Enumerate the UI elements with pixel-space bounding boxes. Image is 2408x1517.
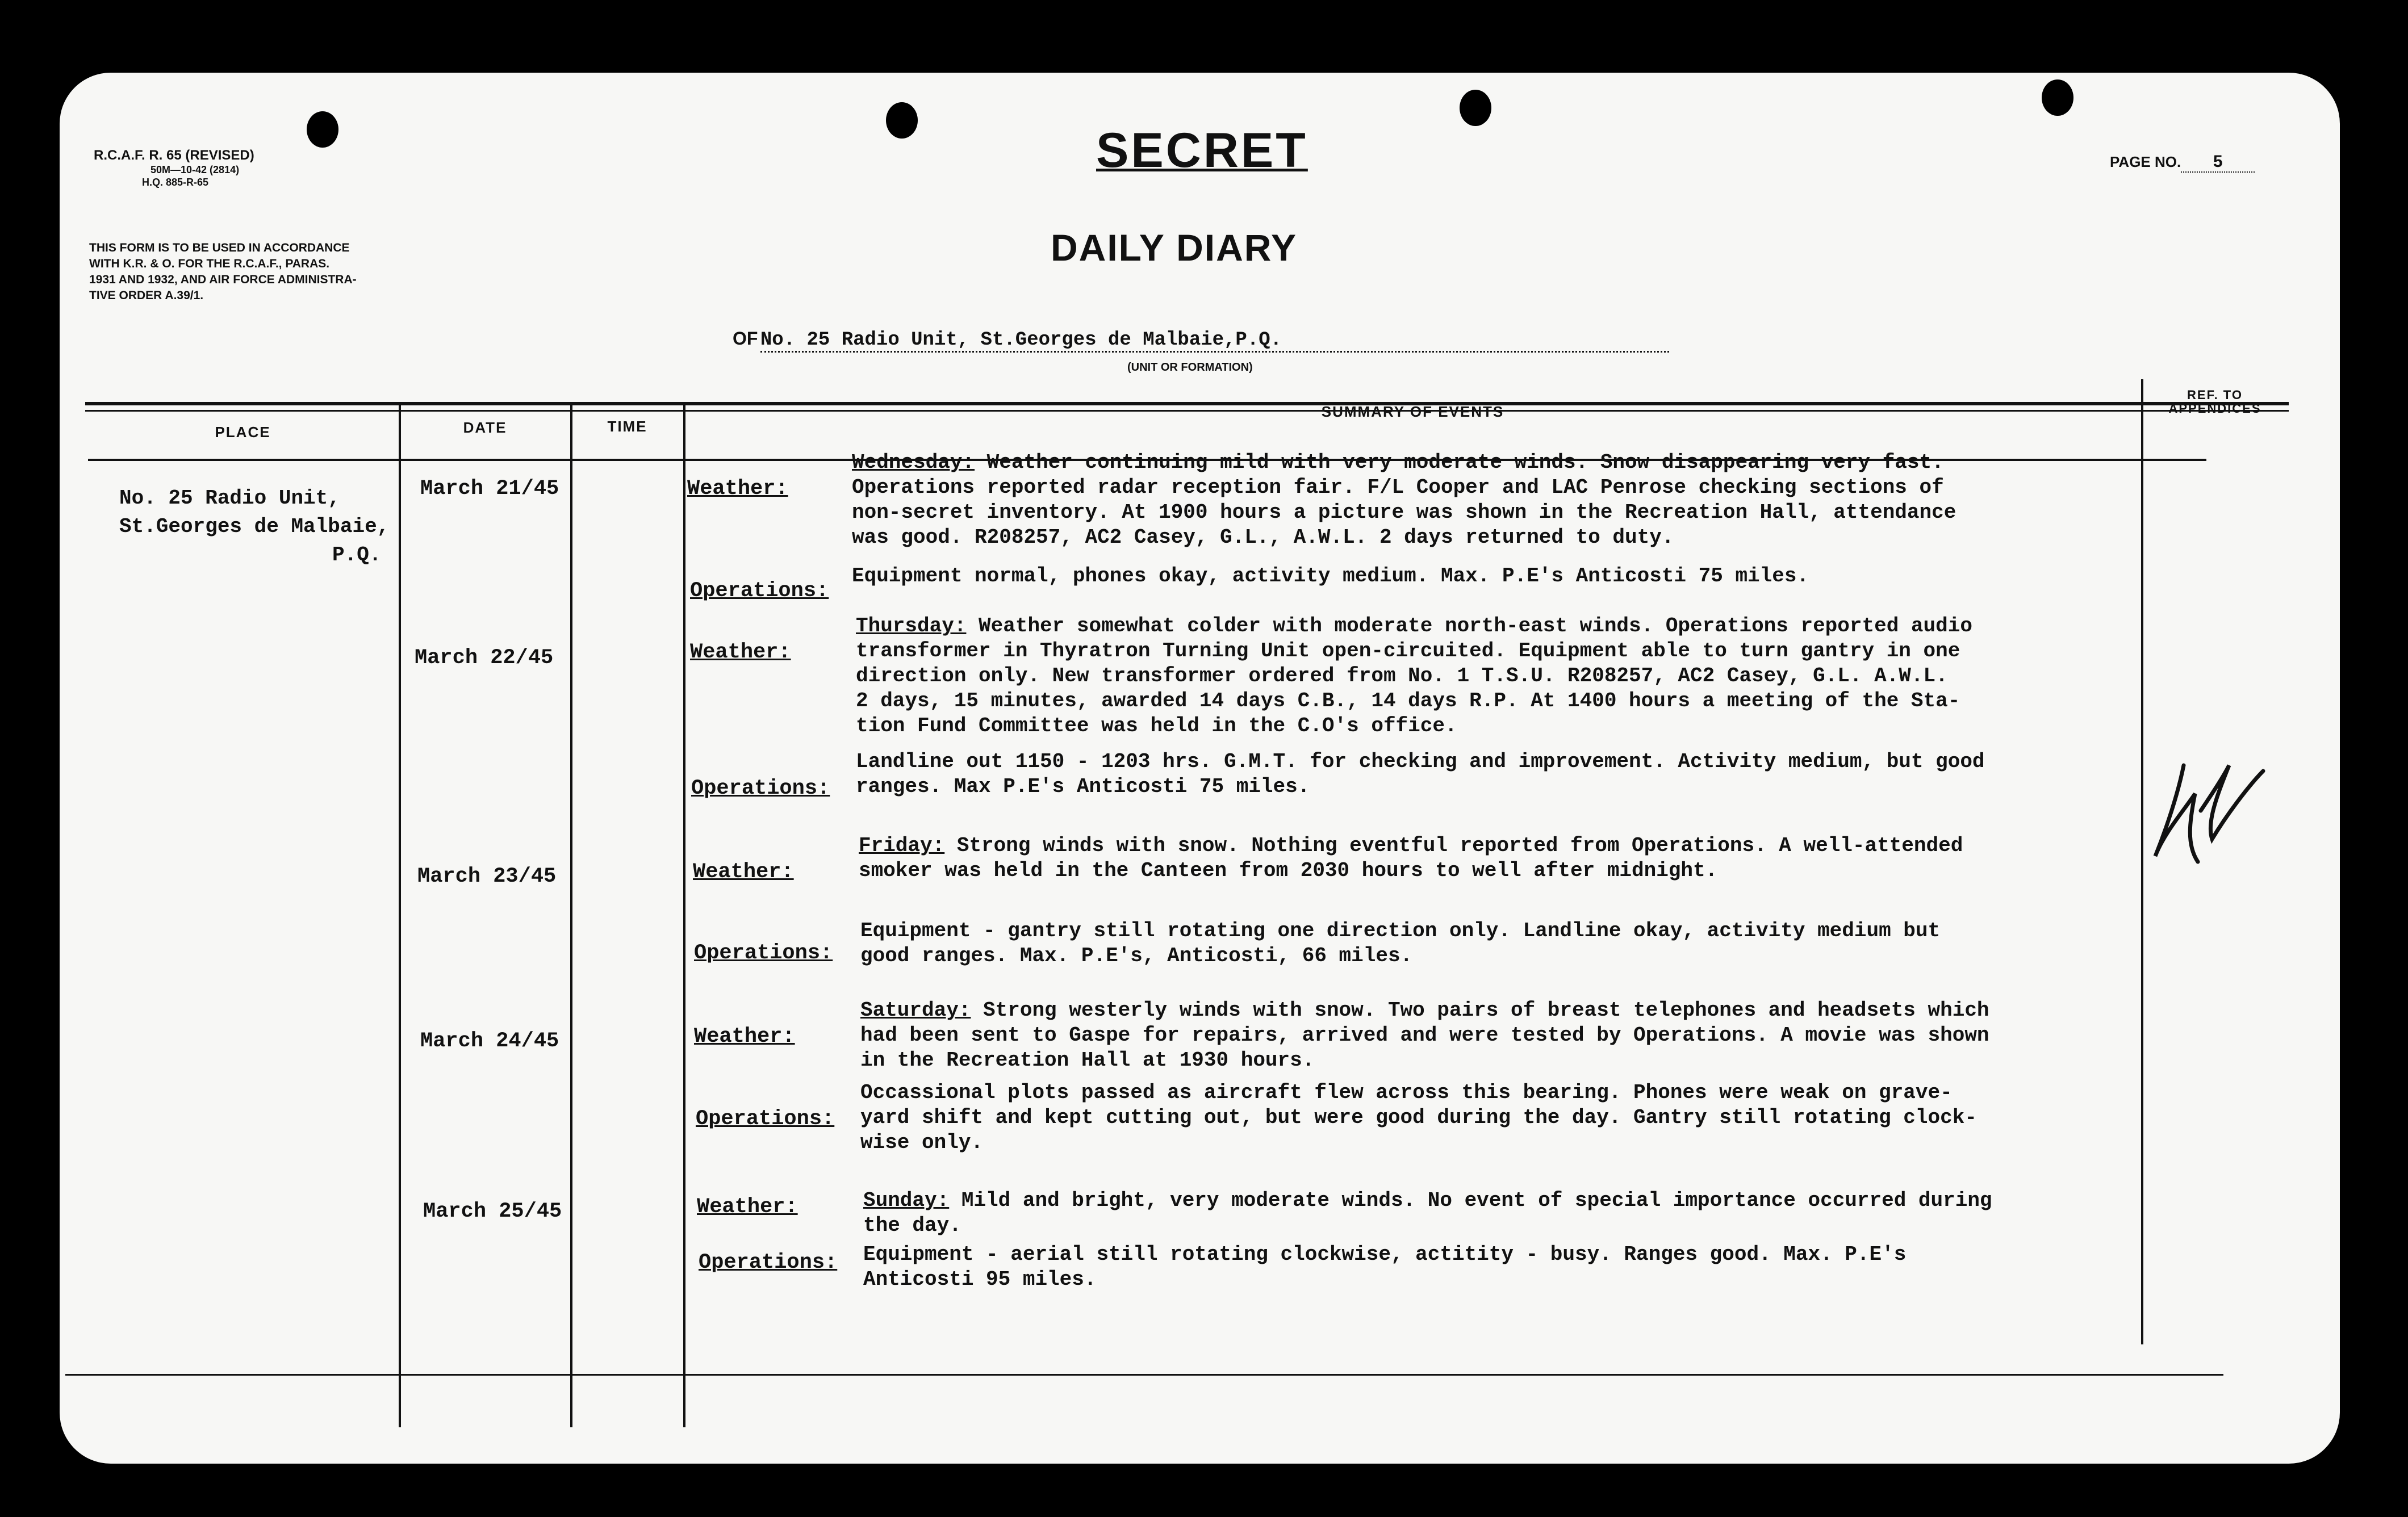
place-cell bbox=[119, 484, 389, 569]
text-line: Equipment - gantry still rotating one direction only. Landline okay, activity medium but bbox=[860, 919, 1941, 942]
form-id-line: H.Q. 885-R-65 bbox=[142, 177, 209, 188]
page-value: 5 bbox=[2181, 152, 2255, 173]
text-line: Sunday: Mild and bright, very moderate winds. No event of special importance occurred during bbox=[863, 1189, 1992, 1212]
text-line: Thursday: Weather somewhat colder with moderate north-east winds. Operations reported audio bbox=[856, 614, 1972, 638]
operations-text bbox=[852, 564, 1809, 589]
text-line: ranges. Max P.E's Anticosti 75 miles. bbox=[856, 775, 1310, 798]
page-label: PAGE NO. bbox=[2110, 153, 2181, 170]
text-line: wise only. bbox=[860, 1131, 984, 1154]
text-line: in the Recreation Hall at 1930 hours. bbox=[860, 1049, 1315, 1072]
operations-label: Operations: bbox=[696, 1107, 835, 1131]
entry-date: March 22/45 bbox=[415, 646, 554, 670]
text-line: tion Fund Committee was held in the C.O's office. bbox=[856, 714, 1457, 737]
entry-date: March 25/45 bbox=[423, 1200, 562, 1223]
punch-hole bbox=[2042, 79, 2073, 116]
place-line: No. 25 Radio Unit, bbox=[119, 487, 340, 510]
text-line: Wednesday: Weather continuing mild with very moderate winds. Snow disappearing very fast. bbox=[852, 451, 1944, 474]
table-bottom-rule bbox=[65, 1374, 2223, 1376]
handwritten-initials bbox=[2144, 743, 2275, 890]
weather-label: Weather: bbox=[687, 477, 788, 501]
weather-text bbox=[859, 833, 1963, 883]
text-line: Anticosti 95 miles. bbox=[863, 1268, 1097, 1291]
operations-text bbox=[860, 919, 1940, 969]
text-line: Saturday: Strong westerly winds with snow. Two pairs of breast telephones and headsets which bbox=[860, 999, 1989, 1022]
weekday: Sunday: bbox=[863, 1189, 950, 1212]
unit-name: No. 25 Radio Unit, St.Georges de Malbaie,P.Q. bbox=[760, 329, 1669, 353]
place-line: St.Georges de Malbaie, bbox=[119, 515, 390, 538]
entry-date: March 23/45 bbox=[417, 865, 557, 889]
form-instructions bbox=[89, 240, 357, 304]
diary-page bbox=[60, 73, 2340, 1464]
operations-text bbox=[860, 1080, 1977, 1155]
unit-line bbox=[733, 328, 1669, 353]
text-line: non-secret inventory. At 1900 hours a picture was shown in the Recreation Hall, attendance bbox=[852, 501, 1956, 524]
column-header-date: DATE bbox=[463, 419, 507, 436]
weekday: Saturday: bbox=[860, 999, 971, 1022]
weekday: Friday: bbox=[859, 834, 945, 857]
weather-label: Weather: bbox=[690, 640, 791, 664]
column-header-ref bbox=[2144, 388, 2286, 416]
text-line: Equipment - aerial still rotating clockwise, actitity - busy. Ranges good. Max. P.E's bbox=[863, 1243, 1907, 1266]
operations-text bbox=[863, 1242, 1906, 1292]
instruction-line: 1931 AND 1932, AND AIR FORCE ADMINISTRA- bbox=[89, 273, 357, 286]
text-line: Landline out 1150 - 1203 hrs. G.M.T. for checking and improvement. Activity medium, but good bbox=[856, 750, 1985, 773]
classification-stamp: SECRET bbox=[1096, 123, 1308, 178]
page-title: DAILY DIARY bbox=[1051, 227, 1297, 269]
weekday: Thursday: bbox=[856, 614, 967, 638]
text-line: yard shift and kept cutting out, but were good during the day. Gantry still rotating clock- bbox=[860, 1106, 1977, 1129]
of-label: OF bbox=[733, 328, 758, 349]
instruction-line: WITH K.R. & O. FOR THE R.C.A.F., PARAS. bbox=[89, 257, 330, 270]
weather-label: Weather: bbox=[694, 1025, 795, 1049]
operations-label: Operations: bbox=[690, 579, 829, 603]
column-header-summary: SUMMARY OF EVENTS bbox=[1321, 403, 1504, 420]
column-divider bbox=[683, 405, 685, 1427]
instruction-line: TIVE ORDER A.39/1. bbox=[89, 289, 204, 302]
weather-text bbox=[863, 1188, 1992, 1238]
instruction-line: THIS FORM IS TO BE USED IN ACCORDANCE bbox=[89, 241, 350, 254]
text-line: Occassional plots passed as aircraft flew across this bearing. Phones were weak on grave- bbox=[860, 1081, 1953, 1104]
entry-date: March 21/45 bbox=[420, 477, 559, 501]
text-line: 2 days, 15 minutes, awarded 14 days C.B., 14 days R.P. At 1400 hours a meeting of the Sta- bbox=[856, 689, 1960, 713]
text-line: had been sent to Gaspe for repairs, arrived and were tested by Operations. A movie was shown bbox=[860, 1024, 1989, 1047]
weekday: Wednesday: bbox=[852, 451, 975, 474]
column-header-time: TIME bbox=[607, 418, 647, 435]
operations-label: Operations: bbox=[691, 777, 830, 801]
page-number bbox=[2110, 152, 2255, 173]
text-line: the day. bbox=[863, 1214, 961, 1237]
text-line: transformer in Thyratron Turning Unit open-circuited. Equipment able to turn gantry in one bbox=[856, 639, 1960, 663]
text-line: Operations reported radar reception fair. F/L Cooper and LAC Penrose checking sections of bbox=[852, 476, 1944, 499]
form-id-line: 50M—10-42 (2814) bbox=[150, 164, 240, 175]
text-line: Equipment normal, phones okay, activity medium. Max. P.E's Anticosti 75 miles. bbox=[852, 564, 1809, 588]
column-divider bbox=[399, 405, 401, 1427]
operations-label: Operations: bbox=[699, 1251, 838, 1275]
weather-text bbox=[856, 614, 1972, 739]
text-line: good ranges. Max. P.E's, Anticosti, 66 miles. bbox=[860, 944, 1413, 967]
punch-hole bbox=[886, 102, 918, 139]
operations-label: Operations: bbox=[694, 941, 833, 965]
unit-caption: (UNIT OR FORMATION) bbox=[1127, 361, 1253, 374]
entry-date: March 24/45 bbox=[420, 1029, 559, 1053]
weather-text bbox=[852, 450, 1956, 550]
form-id-line: R.C.A.F. R. 65 (REVISED) bbox=[94, 148, 254, 163]
text-line: direction only. New transformer ordered from No. 1 T.S.U. R208257, AC2 Casey, G.L. A.W.L. bbox=[856, 664, 1948, 688]
column-header-place: PLACE bbox=[215, 424, 271, 441]
form-id bbox=[94, 148, 254, 188]
column-divider bbox=[2141, 379, 2143, 1344]
ref-line: APPENDICES bbox=[2168, 401, 2261, 416]
operations-text bbox=[856, 749, 1985, 799]
punch-hole bbox=[1460, 90, 1491, 126]
place-line: P.Q. bbox=[332, 543, 382, 567]
weather-label: Weather: bbox=[697, 1195, 798, 1219]
column-divider bbox=[570, 405, 572, 1427]
weather-label: Weather: bbox=[693, 860, 794, 884]
ref-line: REF. TO bbox=[2187, 388, 2243, 402]
text-line: was good. R208257, AC2 Casey, G.L., A.W.L. 2 days returned to duty. bbox=[852, 526, 1674, 549]
text-line: smoker was held in the Canteen from 2030 hours to well after midnight. bbox=[859, 859, 1718, 882]
text-line: Friday: Strong winds with snow. Nothing eventful reported from Operations. A well-attended bbox=[859, 834, 1963, 857]
weather-text bbox=[860, 998, 1989, 1073]
punch-hole bbox=[307, 111, 338, 148]
